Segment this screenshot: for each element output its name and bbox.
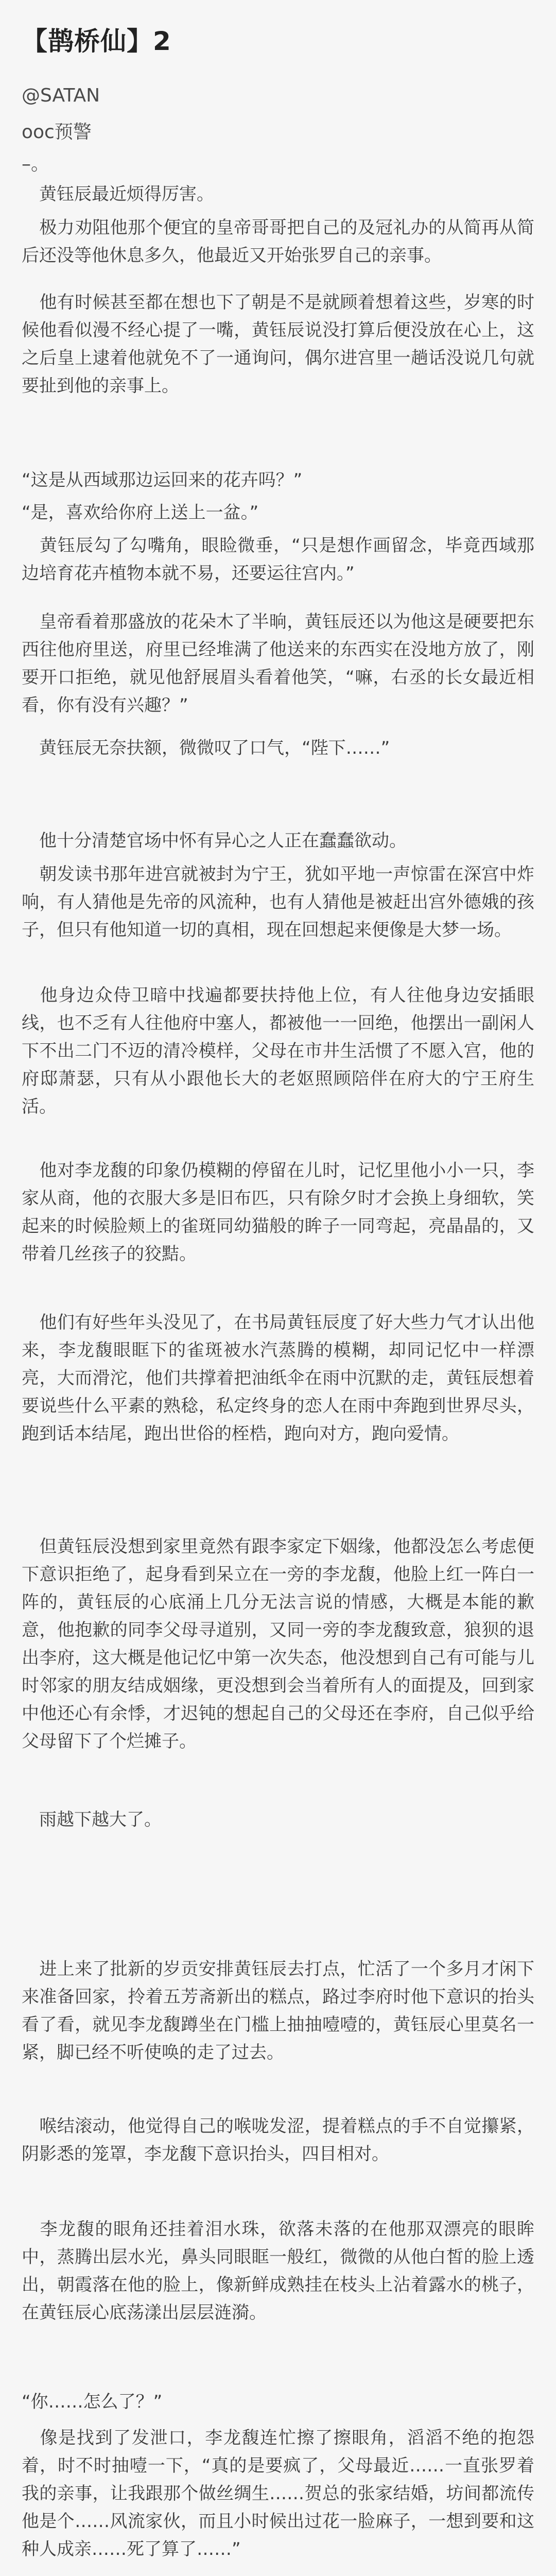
paragraph: 他十分清楚官场中怀有异心之人正在蠢蠢欲动。 xyxy=(22,831,407,851)
paragraph: 李龙馥的眼角还挂着泪水珠，欲落未落的在他那双漂亮的眼眸中，蒸腾出层水光，鼻头同眼眶一般红，微微的从他白皙的脸上透出，朝霞落在他的脸上，像新鲜成熟挂在枝头上沾着露水的桃子，在黄钰辰心底荡漾出层层涟漪。 xyxy=(22,2219,534,2323)
paragraph: 朝发读书那年进宫就被封为宁王，犹如平地一声惊雷在深宫中炸响，有人猜他是先帝的风流种，也有人猜他是被赶出宫外德娥的孩子，但只有他知道一切的真相，现在回想起来便像是大梦一场。 xyxy=(22,864,534,940)
paragraph: 喉结滚动，他觉得自己的喉咙发涩，提着糕点的手不自觉攥紧，阴影悉的笼罩，李龙馥下意识抬头，四目相对。 xyxy=(22,2116,534,2164)
paragraph: 他们有好些年头没见了，在书局黄钰辰度了好大些力气才认出他来，李龙馥眼眶下的雀斑被水汽蒸腾的模糊，却同记忆中一样漂亮，大而滑沱，他们共撑着把油纸伞在雨中沉默的走，黄钰辰想着要说些什么平素的熟稔，私定终身的恋人在雨中奔跑到世界尽头，跑到话本结尾，跑出世俗的桎梏，跑向对方，跑向爱情。 xyxy=(22,1312,534,1444)
paragraph: 黄钰辰勾了勾嘴角，眼睑微垂，“只是想作画留念，毕竟西域那边培育花卉植物本就不易，还要运往宫内。” xyxy=(22,535,534,584)
paragraph: 但黄钰辰没想到家里竟然有跟李家定下姻缘，他都没怎么考虑便下意识拒绝了，起身看到呆立在一旁的李龙馥，他脸上红一阵白一阵的，黄钰辰的心底涌上几分无法言说的情感，大概是本能的歉意，他抱歉的同李父母寻道别，又同一旁的李龙馥致意，狼狈的退出李府，这大概是他记忆中第一次失态，他没想到自己有可能与儿时邻家的朋友结成姻缘，更没想到会当着所有人的面提及，回到家中他还心有余悸，才迟钝的想起自己的父母还在李府，自己似乎给父母留下了个烂摊子。 xyxy=(22,1536,534,1752)
paragraph: 皇帝看着那盛放的花朵木了半晌，黄钰辰还以为他这是硬要把东西往他府里送，府里已经堆满了他送来的东西实在没地方放了，刚要开口拒绝，就见他舒展眉头看着他笑，“嘛，右丞的长女最近相看，你有没有兴趣？” xyxy=(22,612,534,716)
paragraph: 他身边众侍卫暗中找遍都要扶持他上位，有人往他身边安插眼线，也不乏有人往他府中塞人，都被他一一回绝，他摆出一副闲人下不出二门不迈的清冷模样，父母在市井生活惯了不愿入宫，他的府邸萧瑟，只有从小跟他长大的老妪照顾陪伴在府大的宁王府生活。 xyxy=(22,985,534,1117)
paragraph: “你……怎么了？” xyxy=(22,2392,163,2412)
paragraph: 他对李龙馥的印象仍模糊的停留在儿时，记忆里他小小一只，李家从商，他的衣服大多是旧布匹，只有除夕时才会换上身细软，笑起来的时候脸颊上的雀斑同幼猫般的眸子一同弯起，亮晶晶的，又带着几丝孩子的狡黠。 xyxy=(22,1160,534,1264)
separator-mark: –。 xyxy=(22,154,50,175)
paragraph: 极力劝阻他那个便宜的皇帝哥哥把自己的及冠礼办的从简再从简后还没等他休息多久，他最近又开始张罗自己的亲事。 xyxy=(22,217,534,266)
paragraph: 黄钰辰无奈扶额，微微叹了口气，“陛下……” xyxy=(22,738,390,758)
author-handle: @SATAN xyxy=(22,85,100,106)
paragraph: 黄钰辰最近烦得厉害。 xyxy=(22,184,214,205)
ooc-warning: ooc预警 xyxy=(22,122,92,143)
paragraph: 他有时候甚至都在想也下了朝是不是就顾着想着这些，岁寒的时候他看似漫不经心提了一嘴，黄钰辰说没打算后便没放在心上，这之后皇上逮着他就免不了一通询问，偶尔进宫里一趟话没说几句就要扯到他的亲事上。 xyxy=(22,292,534,396)
chapter-title: 【鹊桥仙】2 xyxy=(22,26,171,56)
paragraph: “这是从西域那边运回来的花卉吗？” xyxy=(22,470,303,490)
paragraph: 进上来了批新的岁贡安排黄钰辰去打点，忙活了一个多月才闲下来准备回家，拎着五芳斋新出的糕点，路过李府时他下意识的抬头看了看，就见李龙馥蹲坐在门槛上抽抽噎噎的，黄钰辰心里莫名一紧，脚已经不听使唤的走了过去。 xyxy=(22,1959,534,2063)
paragraph: “是，喜欢给你府上送上一盆。” xyxy=(22,502,259,523)
paragraph: 雨越下越大了。 xyxy=(22,1809,162,1830)
paragraph: 像是找到了发泄口，李龙馥连忙擦了擦眼角，滔滔不绝的抱怨着，时不时抽噎一下，“真的是要疯了，父母最近……一直张罗着我的亲事，让我跟那个做丝绸生……贺总的张家结婚，坊间都流传他是个……风流家伙，而且小时候出过花一脸麻子，一想到要和这种人成亲……死了算了……” xyxy=(22,2428,534,2560)
